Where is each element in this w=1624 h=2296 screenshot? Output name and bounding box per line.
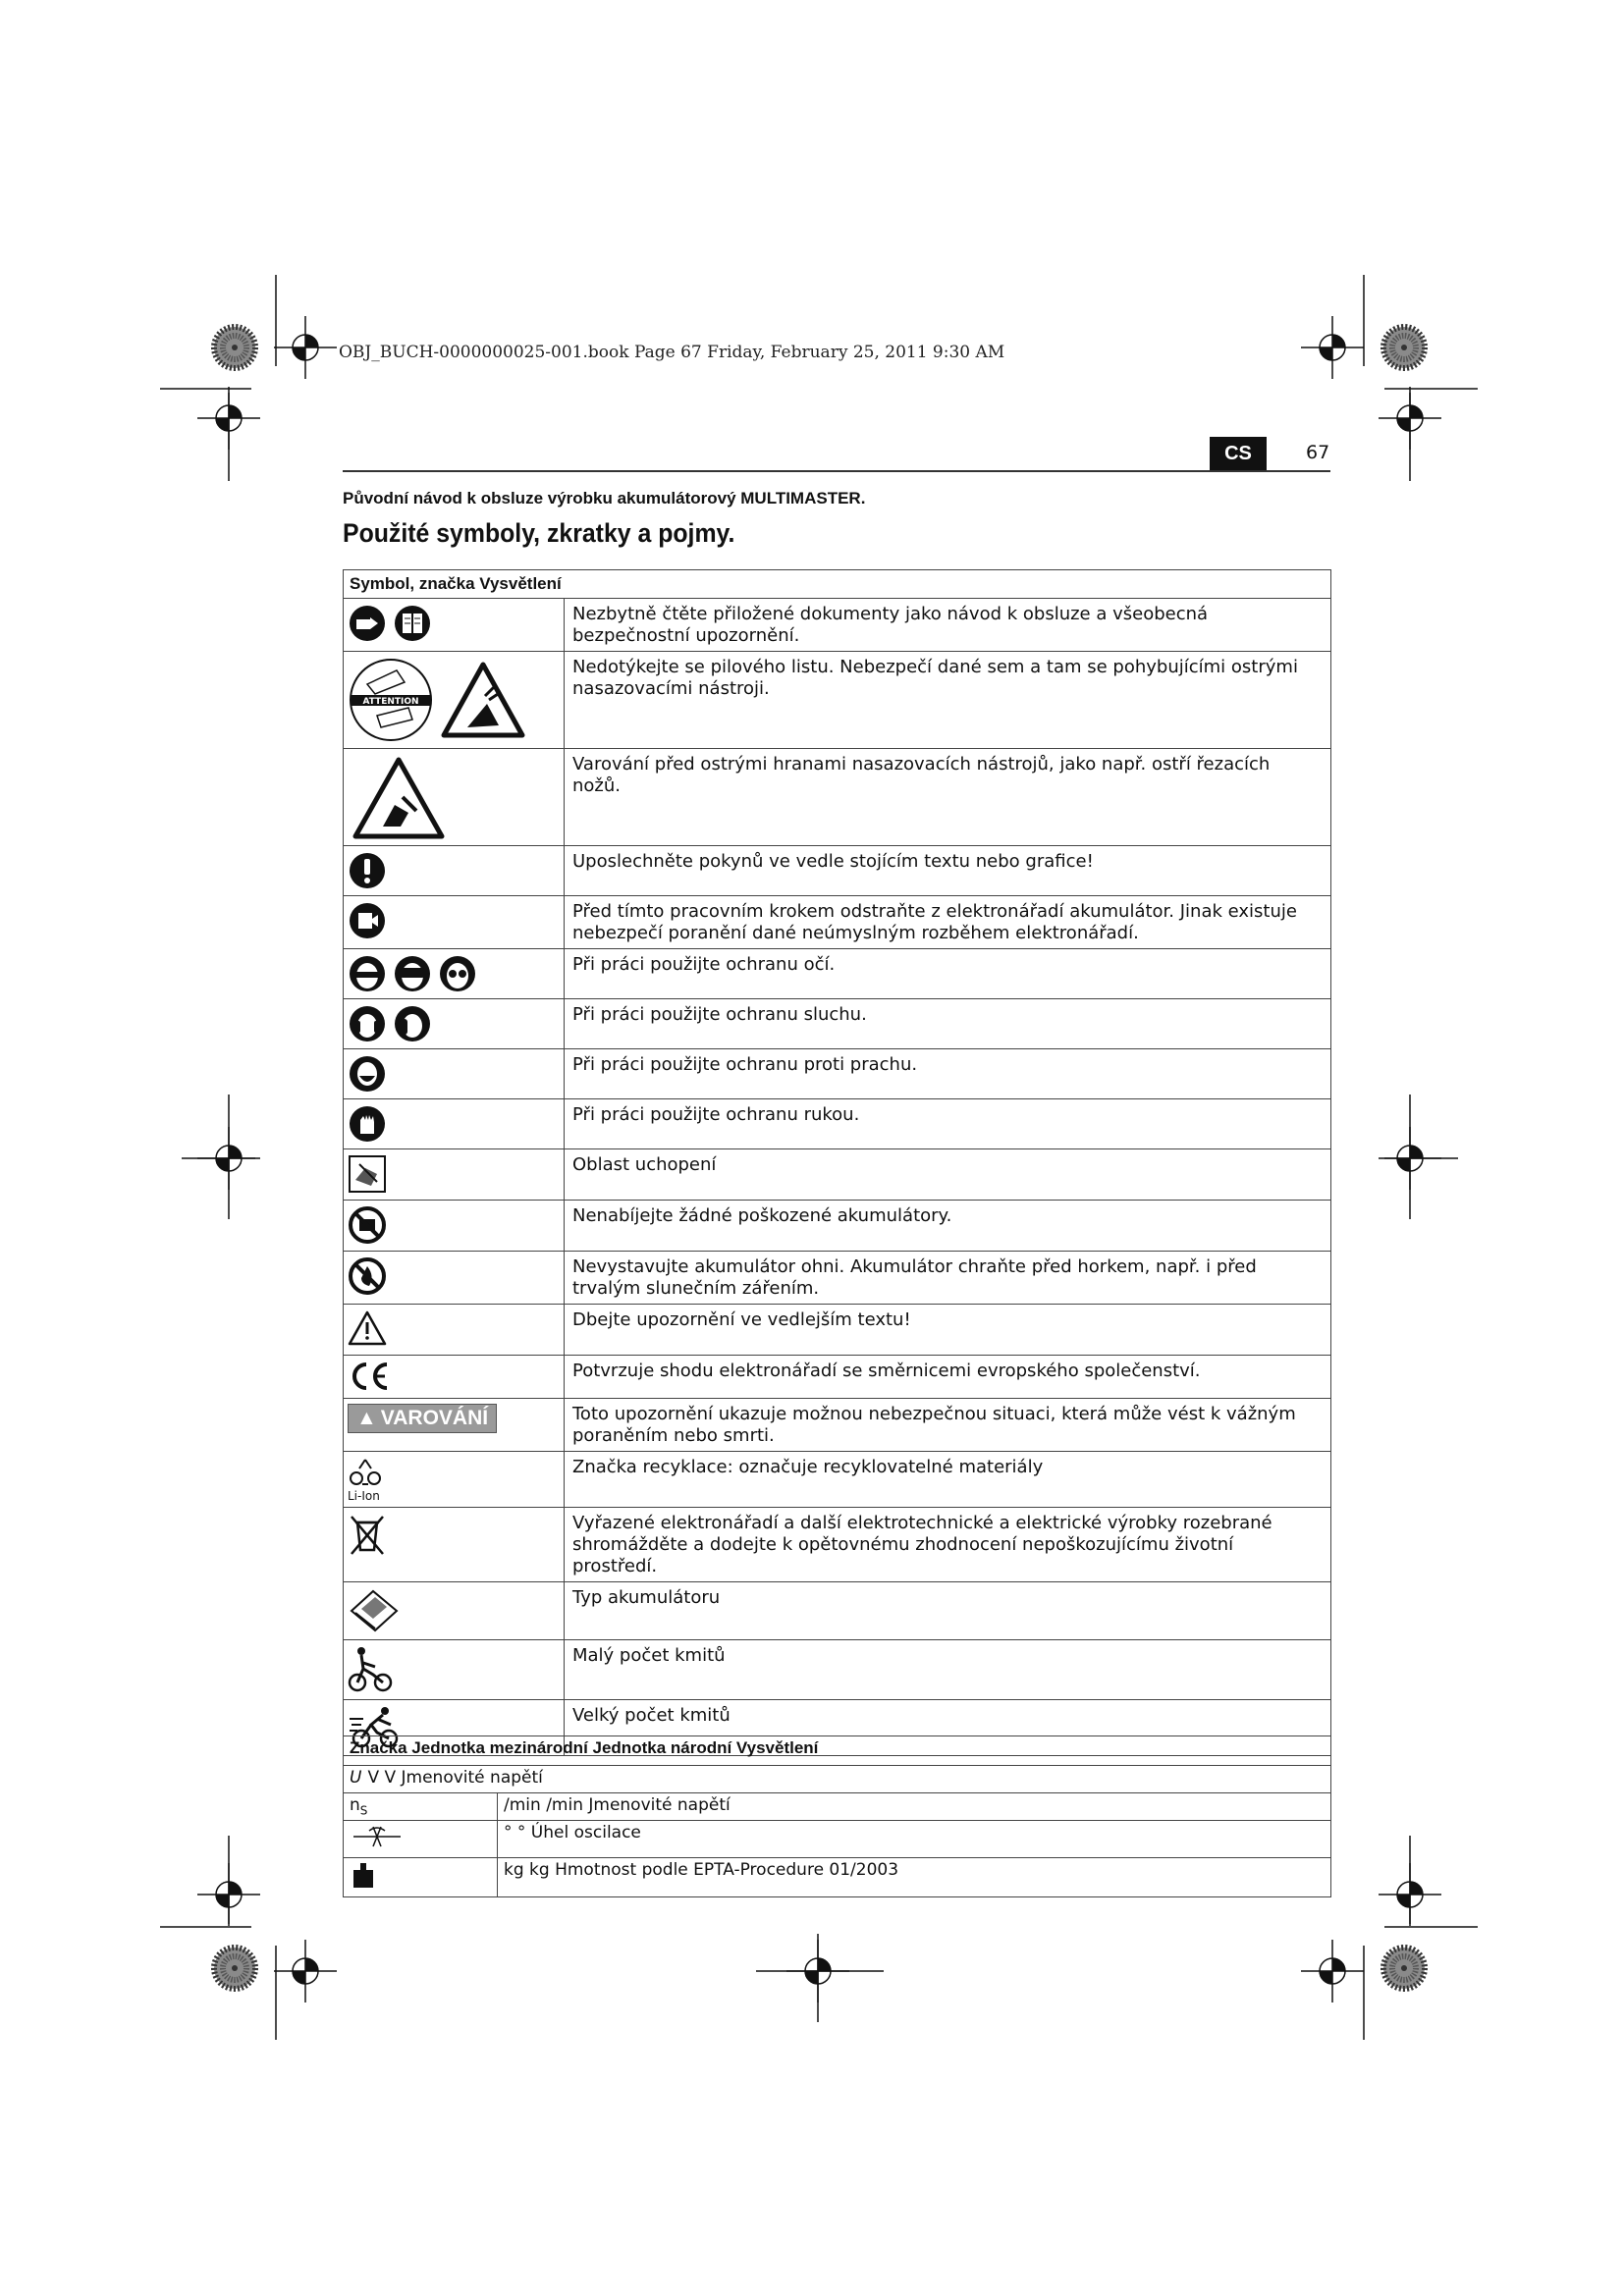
table-row: [344, 1793, 1331, 1821]
symbol-cell: [344, 1640, 565, 1700]
description-cell: Při práci použijte ochranu očí.: [565, 949, 1331, 999]
unit-symbol-subscript: S: [359, 1803, 368, 1818]
ce-mark-icon: [348, 1361, 391, 1392]
symbol-cell: [344, 999, 565, 1049]
warning-saw-icon: [440, 657, 526, 743]
unit-text: /min /min Jmenovité napětí: [504, 1795, 731, 1815]
description-cell: Potvrzuje shodu elektronářadí se směrnicemi evropského společenství.: [565, 1356, 1331, 1399]
symbol-cell: [344, 1399, 565, 1452]
no-fire-battery-icon: [348, 1256, 387, 1296]
description-cell: Nevystavujte akumulátor ohni. Akumulátor chraňte před horkem, např. i před trvalým slunečním zářením.: [565, 1252, 1331, 1305]
page-number: 67: [1306, 442, 1330, 463]
unit-symbol: n: [350, 1795, 360, 1815]
description-cell: Značka recyklace: označuje recyklovatelné materiály: [565, 1452, 1331, 1508]
eye-protection-icon: [348, 954, 387, 993]
read-manual-icon: [348, 604, 387, 643]
symbol-cell: [344, 949, 565, 999]
unit-text: V V Jmenovité napětí: [367, 1768, 543, 1788]
unit-symbol: U: [350, 1768, 362, 1788]
dust-mask-icon: [348, 1054, 387, 1094]
unit-text: ° ° Úhel oscilace: [504, 1823, 641, 1842]
table-row: [344, 896, 1331, 949]
table-row: [344, 1640, 1331, 1700]
symbol-cell: [344, 599, 565, 652]
symbols-header-text: Symbol, značka Vysvětlení: [350, 574, 562, 593]
unit-text: kg kg Hmotnost podle EPTA-Procedure 01/2003: [504, 1860, 899, 1880]
oscillation-angle-icon: [350, 1823, 405, 1850]
symbol-cell: [344, 1201, 565, 1252]
table-row: [344, 1356, 1331, 1399]
description-cell: Při práci použijte ochranu rukou.: [565, 1099, 1331, 1149]
symbol-cell: [344, 1049, 565, 1099]
varovani-label: VAROVÁNÍ: [380, 1407, 489, 1429]
weight-icon: [350, 1860, 377, 1890]
attention-blade-icon: [348, 657, 434, 743]
unit-text-cell: [498, 1793, 1331, 1821]
document-subtitle: Původní návod k obsluze výrobku akumulátorový MULTIMASTER.: [343, 489, 866, 507]
symbol-cell: [344, 749, 565, 846]
description-cell: Typ akumulátoru: [565, 1582, 1331, 1640]
table-row: [344, 1049, 1331, 1099]
goggles-icon: [438, 954, 477, 993]
description-cell: Uposlechněte pokynů ve vedle stojícím textu nebo grafice!: [565, 846, 1331, 896]
table-row: [344, 949, 1331, 999]
symbol-cell: [344, 652, 565, 749]
table-row: [344, 1201, 1331, 1252]
description-cell: Při práci použijte ochranu sluchu.: [565, 999, 1331, 1049]
slow-cyclist-icon: [348, 1645, 395, 1694]
description-cell: Nedotýkejte se pilového listu. Nebezpečí dané sem a tam se pohybujícími ostrými nasazovacími nástroji.: [565, 652, 1331, 749]
page-title: Použité symboly, zkratky a pojmy.: [343, 518, 735, 548]
symbol-cell: [344, 1508, 565, 1582]
table-row: [344, 652, 1331, 749]
table-row: [344, 1858, 1331, 1897]
description-cell: Při práci použijte ochranu proti prachu.: [565, 1049, 1331, 1099]
table-row: [344, 749, 1331, 846]
unit-symbol-cell: [344, 1793, 498, 1821]
description-cell: Toto upozornění ukazuje možnou nebezpečnou situaci, která může vést k vážným poraněním nebo smrti.: [565, 1399, 1331, 1452]
table-row: [344, 1305, 1331, 1356]
symbols-table: [343, 569, 1331, 1756]
description-cell: Před tímto pracovním krokem odstraňte z elektronářadí akumulátor. Jinak existuje nebezpečí poranění dané neúmyslným rozběhem elektronářadí.: [565, 896, 1331, 949]
language-badge: CS: [1210, 437, 1267, 470]
units-table: [343, 1735, 1331, 1897]
face-shield-icon: [393, 954, 432, 993]
book-header-line: OBJ_BUCH-0000000025-001.book Page 67 Friday, February 25, 2011 9:30 AM: [339, 343, 1005, 362]
svg-text:ATTENTION: ATTENTION: [362, 697, 419, 707]
symbol-cell: [344, 1356, 565, 1399]
symbol-cell: [344, 896, 565, 949]
symbols-table-header: [344, 570, 1331, 599]
description-cell: Nezbytně čtěte přiložené dokumenty jako návod k obsluze a všeobecná bezpečnostní upozornění.: [565, 599, 1331, 652]
remove-battery-icon: [348, 901, 387, 940]
description-cell: Dbejte upozornění ve vedlejším textu!: [565, 1305, 1331, 1356]
warning-triangle-icon: [348, 1309, 387, 1347]
table-row: [344, 1766, 1331, 1793]
gloves-icon: [348, 1104, 387, 1144]
symbol-cell: [344, 1099, 565, 1149]
warning-triangle-icon: ▲: [356, 1407, 377, 1429]
symbol-cell: [344, 1452, 565, 1508]
warning-sharp-edge-icon: [352, 754, 446, 840]
unit-text-cell: [498, 1858, 1331, 1897]
table-row: [344, 1149, 1331, 1201]
symbol-cell: [344, 1582, 565, 1640]
units-table-header: [344, 1736, 1331, 1766]
crossed-bin-icon: [348, 1513, 387, 1556]
table-row: [344, 1508, 1331, 1582]
description-cell: Varování před ostrými hranami nasazovacích nástrojů, jako např. ostří řezacích nožů.: [565, 749, 1331, 846]
table-row: [344, 1821, 1331, 1858]
battery-type-icon: [348, 1587, 401, 1634]
table-row: [344, 999, 1331, 1049]
recycle-icon: [348, 1457, 383, 1490]
table-row: [344, 846, 1331, 896]
symbol-cell: [344, 846, 565, 896]
book-icon: [393, 604, 432, 643]
description-cell: Malý počet kmitů: [565, 1640, 1331, 1700]
table-row: [344, 1582, 1331, 1640]
symbol-cell: [344, 1252, 565, 1305]
description-cell: Nenabíjejte žádné poškozené akumulátory.: [565, 1201, 1331, 1252]
unit-symbol-cell: [344, 1821, 498, 1858]
grip-area-icon: [348, 1154, 387, 1194]
symbol-cell: [344, 1149, 565, 1201]
no-damaged-battery-icon: [348, 1205, 387, 1245]
table-row: [344, 1399, 1331, 1452]
table-row: [344, 1452, 1331, 1508]
description-cell: Vyřazené elektronářadí a další elektrotechnické a elektrické výrobky rozebrané shromážděte a dodejte k opětovnému zhodnocení nepoškozujícímu životní prostředí.: [565, 1508, 1331, 1582]
description-cell: Oblast uchopení: [565, 1149, 1331, 1201]
description-cell: Velký počet kmitů: [565, 1700, 1331, 1756]
li-ion-label: Li-Ion: [348, 1489, 380, 1503]
table-row: [344, 599, 1331, 652]
unit-symbol-cell: [344, 1858, 498, 1897]
table-row: [344, 1099, 1331, 1149]
ear-protection-icon: [348, 1004, 387, 1043]
header-rule: [343, 470, 1330, 472]
exclamation-icon: [348, 851, 387, 890]
units-header-cell: [344, 1736, 1331, 1766]
varovani-badge: [348, 1404, 497, 1433]
symbol-cell: [344, 1305, 565, 1356]
table-row: [344, 1252, 1331, 1305]
symbols-header-cell: [344, 570, 1331, 599]
earmuff-icon: [393, 1004, 432, 1043]
units-header-text: Značka Jednotka mezinárodní Jednotka národní Vysvětlení: [350, 1738, 819, 1757]
unit-text-cell: [498, 1821, 1331, 1858]
units-row-cell: [344, 1766, 1331, 1793]
